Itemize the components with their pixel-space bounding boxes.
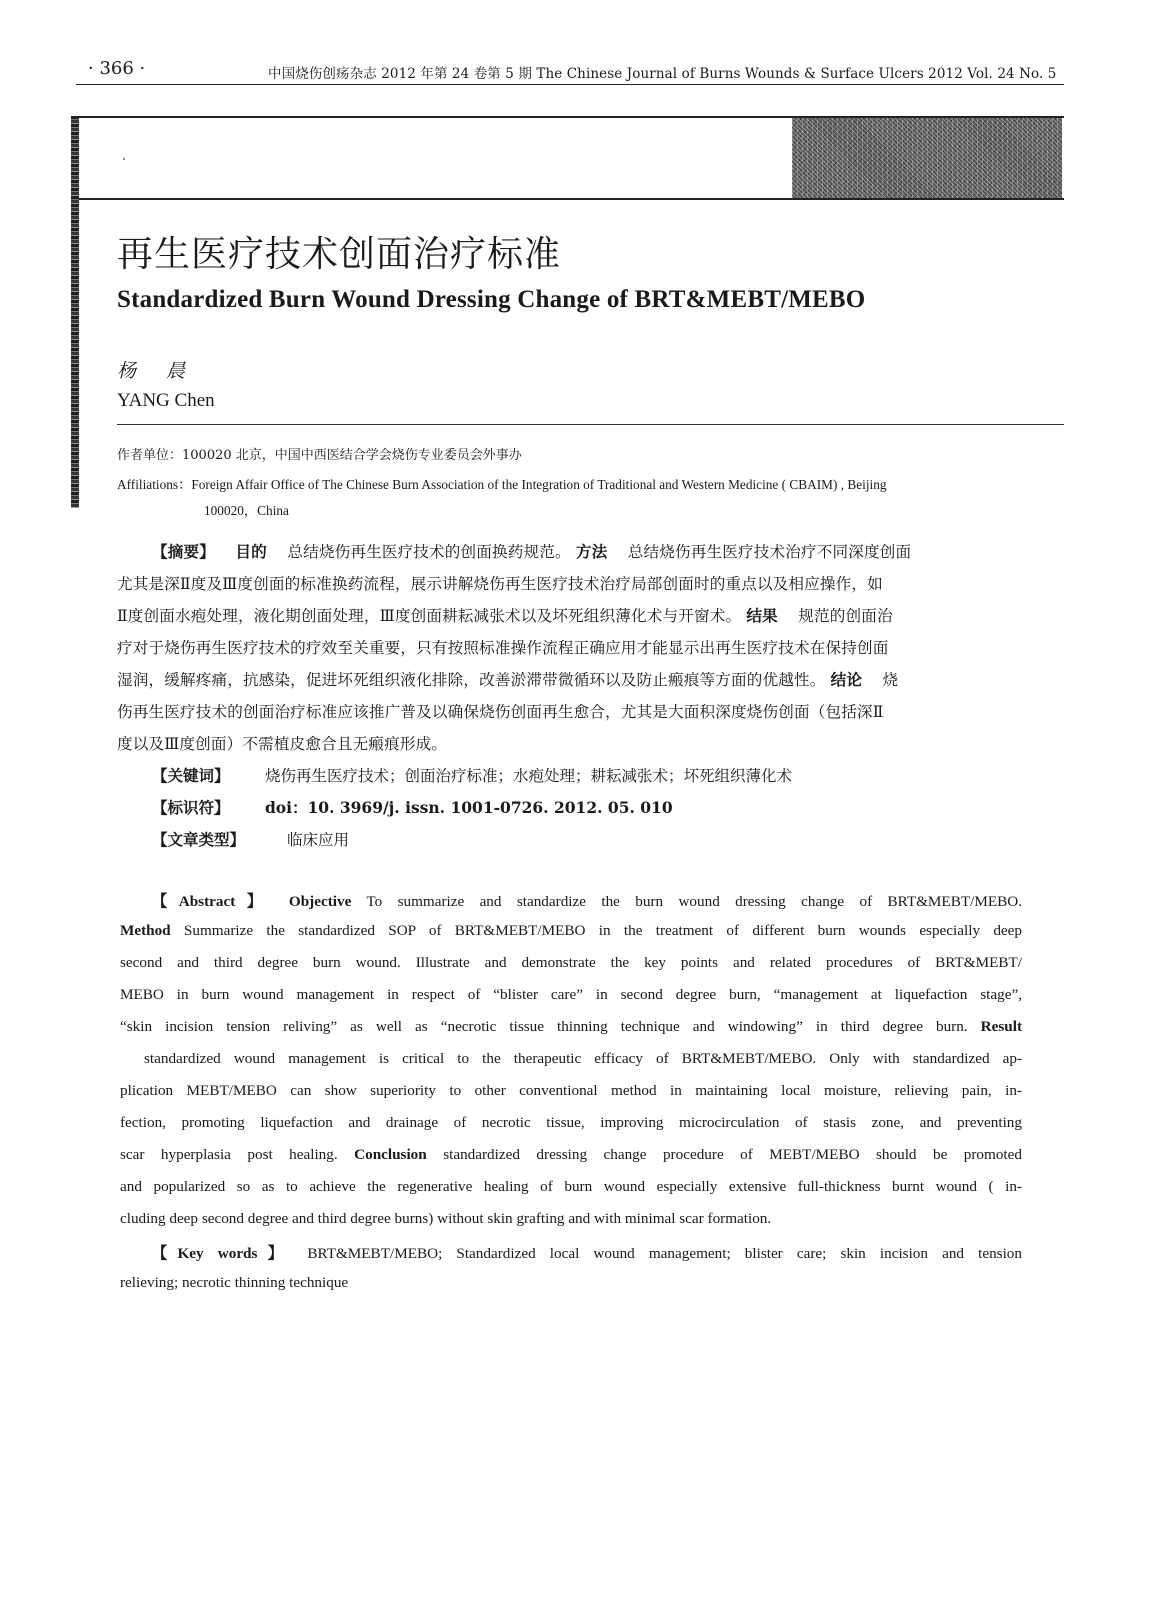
abstract-en-line-7: plication MEBT/MEBO can show superiority to other conventional method in maintaining local moisture, relieving pain, in- xyxy=(120,1082,1022,1099)
doi: doi：10. 3969/j. issn. 1001-0726. 2012. 05. 010 xyxy=(264,798,673,817)
abstract-cn-line-5 xyxy=(117,668,898,690)
abstract-en-line-11: cluding deep second degree and third degree burns) without skin grafting and with minimal scar formation. xyxy=(120,1210,772,1227)
result-en-label: Result xyxy=(980,1018,1022,1035)
abstract-en-line-5 xyxy=(120,1018,1022,1036)
abstract-cn-text: Ⅱ度创面水疱处理，液化期创面处理，Ⅲ度创面耕耘减张术以及坏死组织薄化术与开窗术。 xyxy=(117,607,742,625)
objective-en-label: Objective xyxy=(288,893,352,910)
abstract-en-text: “skin incision tension reliving” as well as “necrotic tissue thinning technique and windowing” in third degree burn. xyxy=(120,1018,968,1035)
header-rule xyxy=(76,84,1064,85)
abstract-en-text: scar hyperplasia post healing. xyxy=(120,1146,338,1163)
abstract-en-text: To summarize and standardize the burn wound dressing change of BRT&MEBT/MEBO. xyxy=(366,893,1022,910)
journal-header: 中国烧伤创疡杂志 2012 年第 24 卷第 5 期 The Chinese Journal of Burns Wounds & Surface Ulcers 2012 Vol. 24 No. 5 xyxy=(268,66,1057,82)
abstract-en-line-3: second and third degree burn wound. Illustrate and demonstrate the key points and related procedures of BRT&MEBT/ xyxy=(120,954,1022,971)
keywords-cn-row xyxy=(152,764,792,786)
abstract-en-line-6: standardized wound management is critical to the therapeutic efficacy of BRT&MEBT/MEBO. Only with standardized ap- xyxy=(144,1050,1022,1067)
abstract-en-line-4: MEBO in burn wound management in respect of “blister care” in second degree burn, “management at liquefaction stage”, xyxy=(120,986,1022,1003)
abstract-en-line-1 xyxy=(152,890,1022,911)
banner-bottom-rule xyxy=(79,198,1064,200)
method-cn-label: 方法 xyxy=(575,542,608,561)
title-chinese: 再生医疗技术创面治疗标准 xyxy=(117,234,562,275)
abstract-cn-text: 烧 xyxy=(882,671,899,689)
author-chinese: 杨 晨 xyxy=(117,360,198,382)
abstract-en-line-2 xyxy=(120,922,1022,940)
abstract-cn-label: 【摘要】 xyxy=(152,542,215,561)
keywords-en-line-1 xyxy=(152,1242,1022,1263)
objective-cn-label: 目的 xyxy=(235,542,267,561)
title-english: Standardized Burn Wound Dressing Change of BRT&MEBT/MEBO xyxy=(117,286,866,313)
abstract-cn-text: 湿润，缓解疼痛，抗感染，促进坏死组织液化排除，改善淤滞带微循环以及防止瘢痕等方面的优越性。 xyxy=(117,671,826,689)
speck xyxy=(123,158,125,160)
keywords-en-line-2: relieving; necrotic thinning technique xyxy=(120,1274,349,1291)
conclusion-en-label: Conclusion xyxy=(354,1146,427,1163)
abstract-cn-line-1 xyxy=(152,540,911,562)
method-en-label: Method xyxy=(120,922,171,939)
affiliation-chinese: 作者单位：100020 北京，中国中西医结合学会烧伤专业委员会外事办 xyxy=(117,448,522,463)
abstract-en-text: standardized dressing change procedure of MEBT/MEBO should be promoted xyxy=(443,1146,1022,1163)
abstract-cn-line-7: 度以及Ⅲ度创面）不需植皮愈合且无瘢痕形成。 xyxy=(117,735,448,753)
affiliation-english-line2: 100020，China xyxy=(204,503,289,518)
article-type-label: 【文章类型】 xyxy=(152,830,246,849)
banner-texture-block xyxy=(792,118,1062,198)
abstract-en-label: 【Abstract】 xyxy=(152,893,274,910)
page-number: · 366 · xyxy=(88,58,146,79)
keywords-en-label: 【Key words】 xyxy=(152,1245,294,1262)
identifier-label: 【标识符】 xyxy=(152,798,230,817)
keywords-cn: 烧伤再生医疗技术；创面治疗标准；水疱处理；耕耘减张术；坏死组织薄化术 xyxy=(264,767,792,785)
abstract-cn-line-4: 疗对于烧伤再生医疗技术的疗效至关重要，只有按照标准操作流程正确应用才能显示出再生医疗技术在保持创面 xyxy=(117,639,889,657)
abstract-en-line-10: and popularized so as to achieve the regenerative healing of burn wound especially extensive full-thickness burnt wound ( in- xyxy=(120,1178,1022,1195)
identifier-row xyxy=(152,796,673,818)
keywords-en: BRT&MEBT/MEBO; Standardized local wound management; blister care; skin incision and tension xyxy=(307,1245,1022,1262)
abstract-cn-line-2: 尤其是深Ⅱ度及Ⅲ度创面的标准换药流程，展示讲解烧伤再生医疗技术治疗局部创面时的重点以及相应操作，如 xyxy=(117,575,883,593)
abstract-en-line-8: fection, promoting liquefaction and drainage of necrotic tissue, improving microcirculation of stasis zone, and preventing xyxy=(120,1114,1022,1131)
affiliation-english-line1: Affiliations：Foreign Affair Office of The Chinese Burn Association of the Integration of Traditional and Western Medicine ( CBAIM) , Beijing xyxy=(117,477,887,492)
result-cn-label: 结果 xyxy=(746,606,778,625)
author-rule xyxy=(117,424,1064,425)
abstract-cn-text: 总结烧伤再生医疗技术的创面换药规范。 xyxy=(287,543,571,561)
abstract-en-line-9 xyxy=(120,1146,1022,1164)
author-english: YANG Chen xyxy=(117,390,215,411)
abstract-cn-text: 规范的创面治 xyxy=(798,607,893,625)
abstract-cn-text: 总结烧伤再生医疗技术治疗不同深度创面 xyxy=(627,543,912,561)
article-type-row xyxy=(152,828,349,850)
keywords-cn-label: 【关键词】 xyxy=(152,766,230,785)
article-type: 临床应用 xyxy=(286,831,349,849)
abstract-en-text: Summarize the standardized SOP of BRT&MEBT/MEBO in the treatment of different burn wounds especially deep xyxy=(183,922,1022,939)
abstract-cn-line-6: 伤再生医疗技术的创面治疗标准应该推广普及以确保烧伤创面再生愈合，尤其是大面积深度烧伤创面（包括深Ⅱ xyxy=(117,703,884,721)
decorative-side-bar xyxy=(71,116,79,508)
conclusion-cn-label: 结论 xyxy=(830,670,863,689)
abstract-cn-line-3 xyxy=(117,604,893,626)
